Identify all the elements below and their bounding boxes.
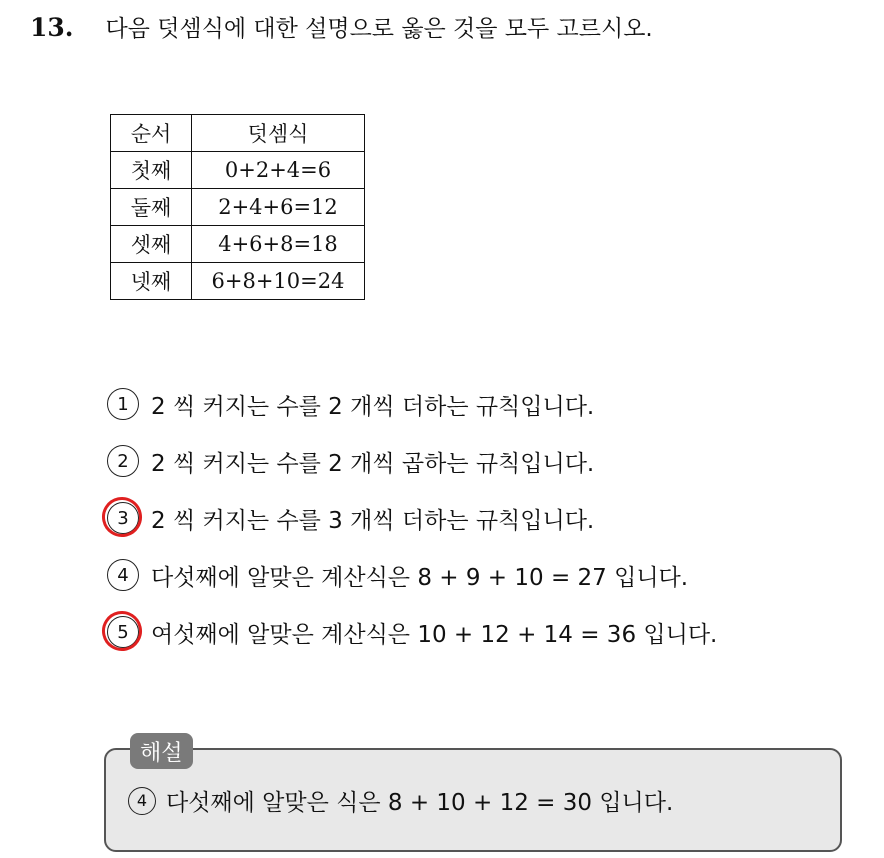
question-text: 다음 덧셈식에 대한 설명으로 옳은 것을 모두 고르시오. <box>105 16 653 42</box>
table-header: 덧셈식 <box>192 115 365 152</box>
table-row <box>111 189 365 226</box>
question-header <box>30 10 653 43</box>
table-row <box>111 226 365 263</box>
option-text: 여섯째에 알맞은 계산식은 10 + 12 + 14 = 36 입니다. <box>151 621 718 648</box>
explanation-text: 다섯째에 알맞은 식은 8 + 10 + 12 = 30 입니다. <box>166 790 674 816</box>
explanation-number: 4 <box>128 787 156 815</box>
option-4[interactable] <box>107 555 688 595</box>
option-number: 2 <box>107 445 139 477</box>
table-cell: 0+2+4=6 <box>192 152 365 189</box>
table-cell: 4+6+8=18 <box>192 226 365 263</box>
explanation-text-row <box>128 784 673 817</box>
table-cell: 둘째 <box>111 189 192 226</box>
table-header-row <box>111 115 365 152</box>
option-5[interactable] <box>107 612 717 652</box>
option-text: 2 씩 커지는 수를 2 개씩 곱하는 규칙입니다. <box>151 450 595 477</box>
table-cell: 셋째 <box>111 226 192 263</box>
option-text: 2 씩 커지는 수를 3 개씩 더하는 규칙입니다. <box>151 507 595 534</box>
table-cell: 6+8+10=24 <box>192 263 365 300</box>
option-number: 4 <box>107 559 139 591</box>
option-number-marked: 5 <box>107 616 139 648</box>
option-3[interactable] <box>107 498 594 538</box>
question-number: 13. <box>30 13 74 42</box>
table-cell: 넷째 <box>111 263 192 300</box>
option-text: 2 씩 커지는 수를 2 개씩 더하는 규칙입니다. <box>151 393 595 420</box>
option-number-marked: 3 <box>107 502 139 534</box>
table-cell: 첫째 <box>111 152 192 189</box>
option-2[interactable] <box>107 441 594 481</box>
explanation-label: 해설 <box>130 733 193 769</box>
table-row <box>111 263 365 300</box>
table-row <box>111 152 365 189</box>
table-header: 순서 <box>111 115 192 152</box>
table-cell: 2+4+6=12 <box>192 189 365 226</box>
option-number: 1 <box>107 388 139 420</box>
sequence-table <box>110 114 365 300</box>
option-text: 다섯째에 알맞은 계산식은 8 + 9 + 10 = 27 입니다. <box>151 564 689 591</box>
option-1[interactable] <box>107 384 594 424</box>
